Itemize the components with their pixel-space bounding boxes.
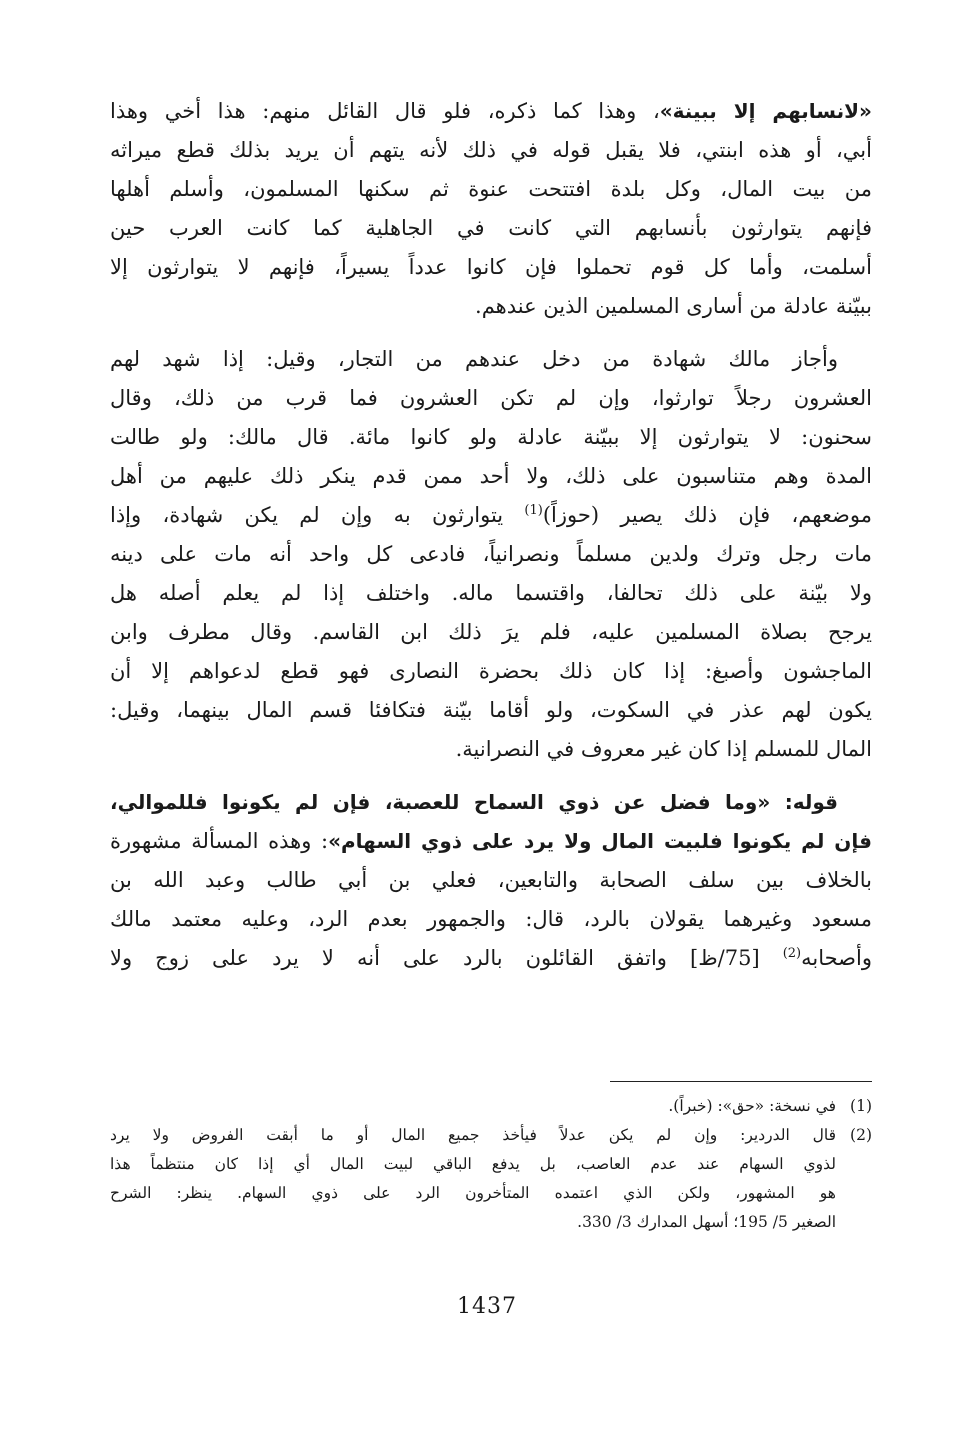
footnote-line: قال الدردير: وإن لم يكن عدلاً فيأخذ جميع المال أو ما أبقت الفروض ولا يرد: [110, 1126, 836, 1144]
paragraph-gap: [110, 769, 872, 783]
text-line: [110, 783, 872, 822]
text-line: فإنهم يتوارثون بأنسابهم التي كانت في الجاهلية كما كانت العرب حين: [110, 216, 872, 240]
text-line: أبي، أو هذه ابنتي، فلا يقبل قوله في ذلك لأنه يتهم أن يريد بذلك قطع ميراثه: [110, 138, 872, 162]
text-line: ولا بيّنة على ذلك تحالفا، واقتسما ماله. واختلف إذا لم يعلم أصله هل: [110, 581, 872, 605]
footnote-number: (1): [850, 1097, 872, 1115]
text-span: [75/ظ] واتفق القائلون بالرد على أنه لا يرد على زوج ولا: [110, 946, 783, 970]
footnote-body: [110, 1121, 836, 1237]
text-line: يرجح بصلاة المسلمين عليه، فلم يرَ ذلك ابن القاسم. وقال مطرف وابن: [110, 620, 872, 644]
text-line: المال للمسلم إذا كان غير معروف في النصرانية.: [455, 737, 872, 761]
text-line: المدة وهم متناسبون على ذلك، ولا أحد ممن قدم ينكر ذلك عليهم من أهل: [110, 464, 872, 488]
text-line: من بيت المال، وكل بلدة افتتحت عنوة ثم سكنها المسلمون، وأسلم أهلها: [110, 177, 872, 201]
quoted-text: فإن لم يكونوا فلبيت المال ولا يرد على ذوي السهام»: [328, 829, 872, 853]
paragraph-gap: [110, 326, 872, 340]
text-span: وأصحابه: [801, 946, 872, 970]
footnote-separator: [610, 1081, 872, 1082]
text-line: العشرون رجلاً توارثوا، وإن لم تكن العشرون فما قرب من ذلك، وقال: [110, 386, 872, 410]
footnote-1: [110, 1092, 872, 1121]
footnote-2: [110, 1121, 872, 1237]
footnote-line: هو المشهور، ولكن الذي اعتمده المتأخرون الرد على ذوي السهام. ينظر: الشرح: [110, 1184, 836, 1202]
footnote-line: لذوي السهام عند عدم العاصب، بل يدفع الباقي لبيت المال أي إذا كان منتظماً هذا: [110, 1155, 836, 1173]
text-line: مسعود وغيرهما يقولان بالرد، قال: والجمهور بعدم الرد، وعليه معتمد مالك: [110, 907, 872, 931]
footnote-line: الصغير 5/ 195؛ أسهل المدارك 3/ 330.: [577, 1213, 836, 1231]
page-number: 1437: [457, 1294, 517, 1319]
text-span: موضعهم، فإن ذلك يصير (حوزاً): [542, 503, 872, 527]
text-line: ببيّنة عادلة من أسارى المسلمين الذين عندهم.: [475, 294, 872, 318]
text-line: أسلمت، وأما كل قوم تحملوا فإن كانوا عدداً يسيراً، فإنهم لا يتوارثون إلا: [110, 255, 872, 279]
text-line: الماجشون وأصبغ: إذا كان ذلك بحضرة النصارى فهو قطع لدعواهم إلا أن: [110, 659, 872, 683]
text-line: [110, 822, 872, 861]
text-line: [110, 340, 872, 379]
footnote-body: [110, 1092, 836, 1121]
footnote-number: (2): [850, 1126, 872, 1144]
text-span: ، وهذا كما ذكره، فلو قال القائل منهم: هذا أخي وهذا: [110, 99, 660, 123]
footnote-ref-1[interactable]: (1): [524, 503, 543, 518]
footnote-line: في نسخة: «حق»: (خبراً).: [668, 1097, 836, 1115]
text-line: [110, 92, 872, 131]
footnote-ref-2[interactable]: (2): [782, 946, 802, 961]
text-span: وأجاز مالك شهادة من دخل عندهم من التجار، وقيل: إذا شهد لهم: [110, 347, 838, 371]
quoted-text: «لانسابهم إلا ببينة»: [659, 99, 872, 123]
footnotes: [110, 1092, 872, 1237]
text-line: يكون لهم عذر في السكوت، ولو أقاما بيّنة فتكافئا قسم المال بينهما، وقيل:: [110, 698, 872, 722]
text-span: يتوارثون به وإن لم يكن شهادة، وإذا: [110, 503, 525, 527]
text-line: سحنون: لا يتوارثون إلا ببيّنة عادلة ولو كانوا مائة. قال مالك: ولو طالت: [110, 425, 872, 449]
text-line: بالخلاف بين سلف الصحابة والتابعين، فعلي بن أبي طالب وعبد الله بن: [110, 868, 872, 892]
text-line: [110, 939, 872, 978]
text-span: : وهذه المسألة مشهورة: [110, 829, 329, 853]
main-text: [110, 92, 872, 978]
text-line: [110, 496, 872, 535]
text-line: مات رجل وترك ولدين مسلماً ونصرانياً، فادعى كل واحد أنه مات على دينه: [110, 542, 872, 566]
quoted-text: قوله: «وما فضل عن ذوي السماح للعصبة، فإن لم يكونوا فللموالي،: [110, 790, 838, 814]
